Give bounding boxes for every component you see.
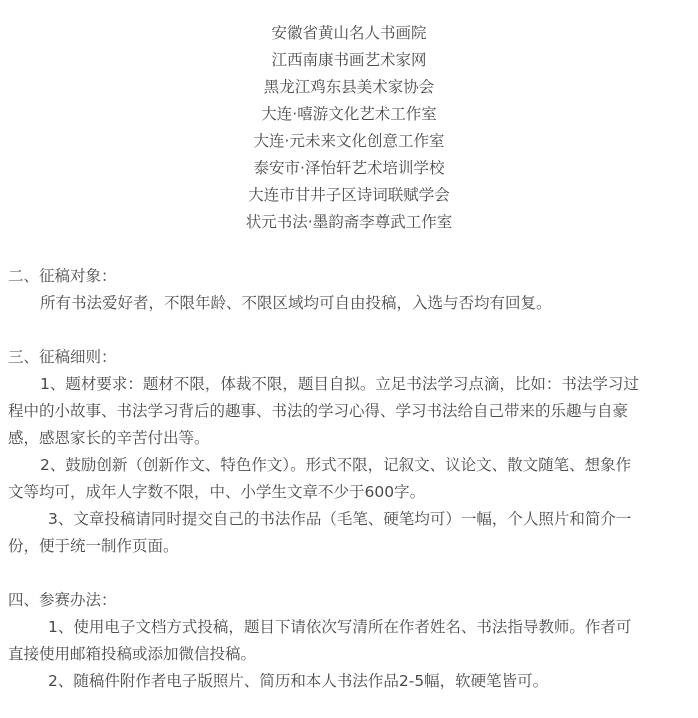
organizer-item: 大连市甘井子区诗词联赋学会 (248, 186, 450, 204)
section-heading: 三、征稿细则： (8, 348, 117, 366)
paragraph-line: 份，便于统一制作页面。 (8, 537, 179, 555)
organizer-item: 江西南康书画艺术家网 (271, 51, 427, 69)
organizer-item: 大连·元未来文化创意工作室 (253, 132, 445, 150)
paragraph-line: 文等均可，成年人字数不限，中、小学生文章不少于600字。 (8, 483, 426, 501)
section-method (8, 587, 688, 695)
paragraph-line: 1、题材要求：题材不限，体裁不限，题目自拟。立足书法学习点滴，比如：书法学习过 (40, 375, 639, 393)
section-heading: 四、参赛办法： (8, 591, 117, 609)
section-rules (8, 344, 688, 560)
section-eligibility (8, 263, 688, 317)
organizer-item: 安徽省黄山名人书画院 (271, 24, 427, 42)
organizer-item: 大连·嘻游文化艺术工作室 (261, 105, 437, 123)
organizer-list (0, 20, 698, 236)
paragraph-line: 2、随稿件附作者电子版照片、简历和本人书法作品2-5幅，软硬笔皆可。 (48, 672, 549, 690)
paragraph-line: 所有书法爱好者，不限年龄、不限区域均可自由投稿，入选与否均有回复。 (40, 294, 552, 312)
paragraph-line: 3、文章投稿请同时提交自己的书法作品（毛笔、硬笔均可）一幅，个人照片和简介一 (48, 510, 632, 528)
paragraph-line: 直接使用邮箱投稿或添加微信投稿。 (8, 645, 257, 663)
organizer-item: 状元书法·墨韵斋李尊武工作室 (245, 213, 453, 231)
section-heading: 二、征稿对象： (8, 267, 117, 285)
organizer-item: 黑龙江鸡东县美术家协会 (263, 78, 435, 96)
paragraph-line: 1、使用电子文档方式投稿，题目下请依次写清所在作者姓名、书法指导教师。作者可 (48, 618, 632, 636)
paragraph-line: 2、鼓励创新（创新作文、特色作文）。形式不限，记叙文、议论文、散文随笔、想象作 (40, 456, 632, 474)
paragraph-line: 程中的小故事、书法学习背后的趣事、书法的学习心得、学习书法给自己带来的乐趣与自豪 (8, 402, 629, 420)
paragraph-line: 感，感恩家长的辛苦付出等。 (8, 429, 210, 447)
organizer-item: 泰安市·泽怡轩艺术培训学校 (253, 159, 445, 177)
